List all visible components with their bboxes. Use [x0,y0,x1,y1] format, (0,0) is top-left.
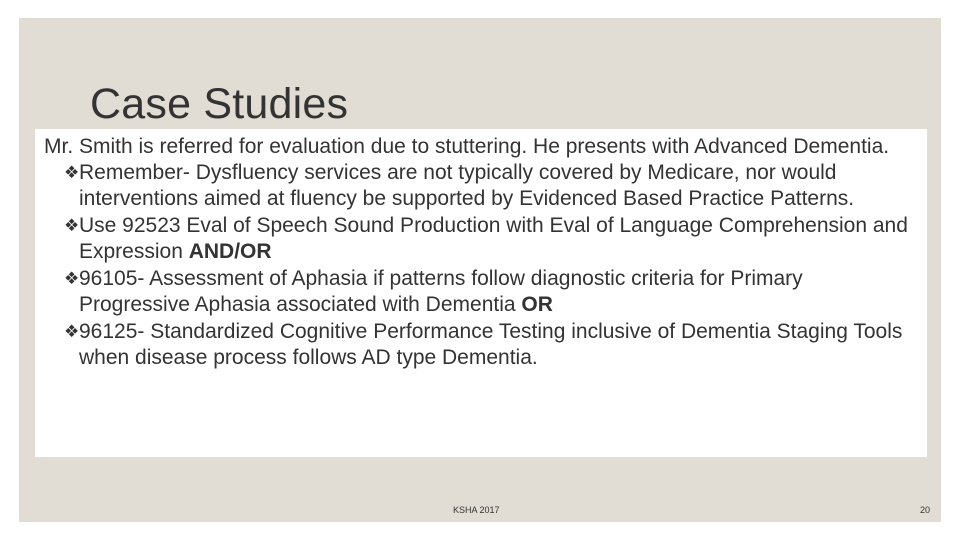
diamond-bullet-icon: ❖ [64,322,80,341]
intro-paragraph: Mr. Smith is referred for evaluation due to stuttering. He presents with Advanced Dementia. [44,135,890,158]
bullet-list [44,160,919,371]
bullet-text [79,160,919,212]
diamond-bullet-icon: ❖ [64,216,80,235]
bullet-text-main: Remember- Dysfluency services are not typically covered by Medicare, nor would interventions aimed at fluency be supported by Evidenced Based Practice Patterns. [79,161,855,210]
bullet-item-96105 [44,266,919,318]
bullet-emphasis: AND/OR [188,240,272,263]
diamond-bullet-icon: ❖ [64,163,80,182]
bullet-text-main: 96125- Standardized Cognitive Performance Testing inclusive of Dementia Staging Tools when disease process follows AD type Dementia. [79,320,903,369]
bullet-text [79,213,919,265]
bullet-text-main: 96105- Assessment of Aphasia if patterns follow diagnostic criteria for Primary Progressive Aphasia associated with Dementia [79,267,803,316]
slide-title: Case Studies [90,80,349,128]
content-box [35,129,927,457]
bullet-item-96125 [44,319,919,371]
diamond-bullet-icon: ❖ [64,269,80,288]
bullet-item-92523 [44,213,919,265]
page-number: 20 [920,505,931,515]
footer-text: KSHA 2017 [453,505,500,515]
bullet-text [79,319,919,371]
bullet-text-main: Use 92523 Eval of Speech Sound Production with Eval of Language Comprehension and Expression [79,214,908,263]
bullet-emphasis: OR [521,293,553,316]
bullet-item-medicare [44,160,919,212]
bullet-text [79,266,919,318]
